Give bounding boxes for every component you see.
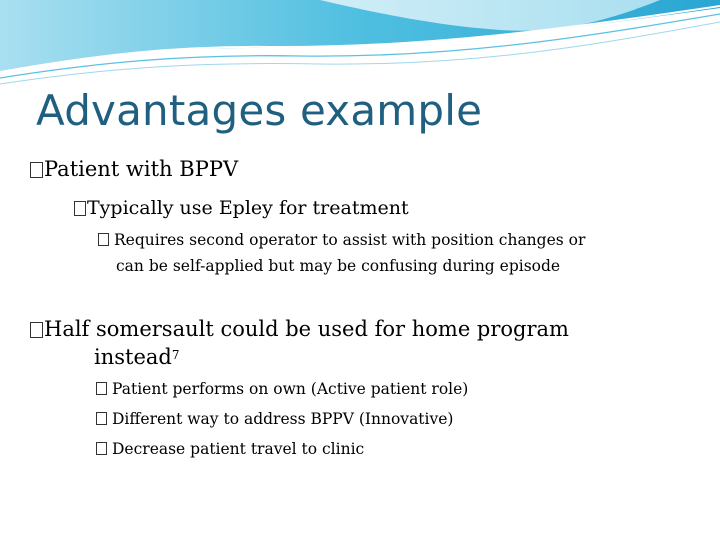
bullet-level2-epley: Typically use Epley for treatment <box>74 196 409 220</box>
bullet-level3-second-operator: Requires second operator to assist with position changes or can be self-applied but may be confusing during episode <box>98 227 585 279</box>
bullet-glyph-icon <box>98 233 109 246</box>
bullet-glyph-icon <box>74 201 86 216</box>
bullet-level2-innovative: Different way to address BPPV (Innovative) <box>96 406 453 432</box>
bullet-glyph-icon <box>96 442 107 455</box>
reference-superscript: 7 <box>171 348 180 362</box>
bullet-level1-patient-bppv: Patient with BPPV <box>30 156 238 182</box>
bullet-level2-active-role: Patient performs on own (Active patient role) <box>96 376 468 402</box>
bullet-glyph-icon <box>96 382 107 395</box>
bullet-glyph-icon <box>30 162 43 178</box>
slide-title: Advantages example <box>36 86 483 135</box>
bullet-glyph-icon <box>30 322 43 338</box>
bullet-level1-half-somersault: Half somersault could be used for home program instead$^7$ <box>30 316 569 370</box>
bullet-level2-travel: Decrease patient travel to clinic <box>96 436 364 462</box>
bullet-glyph-icon <box>96 412 107 425</box>
